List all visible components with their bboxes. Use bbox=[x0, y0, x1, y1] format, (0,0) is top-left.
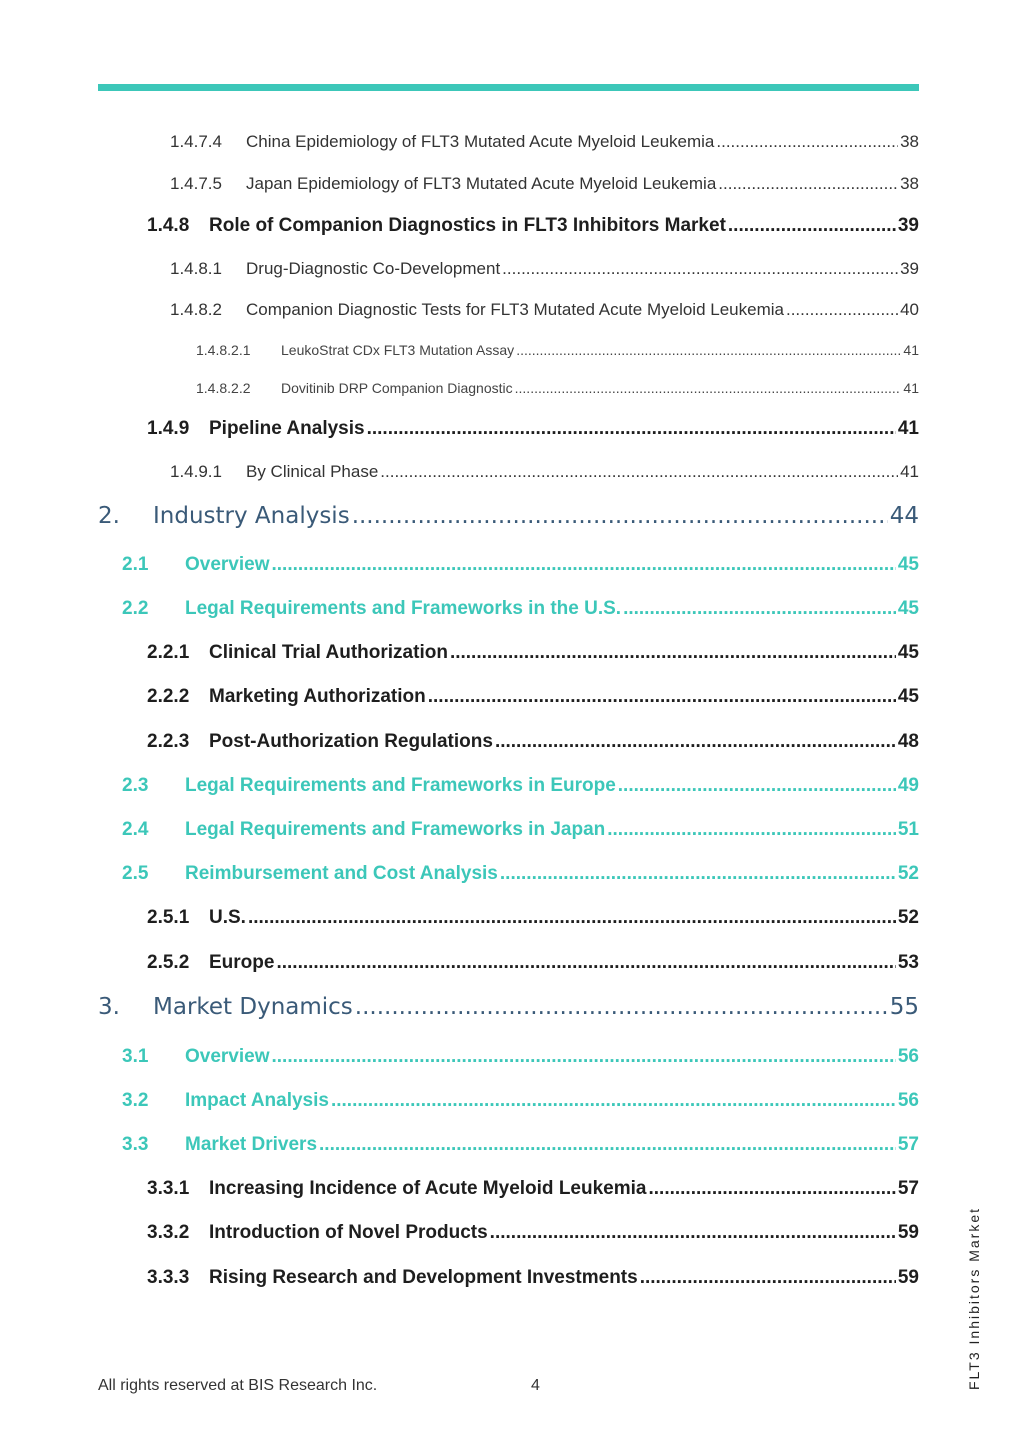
toc-title: Overview bbox=[185, 554, 270, 575]
toc-leader bbox=[728, 215, 896, 237]
toc-page: 59 bbox=[897, 1267, 919, 1288]
toc-entry[interactable] bbox=[147, 215, 919, 237]
toc-leader bbox=[450, 642, 896, 664]
toc-number: 1.4.8 bbox=[147, 215, 190, 236]
toc-entry[interactable] bbox=[147, 1222, 919, 1244]
toc-entry[interactable] bbox=[170, 300, 919, 320]
toc-number: 3.2 bbox=[122, 1090, 149, 1111]
toc-page: 44 bbox=[889, 503, 919, 529]
toc-page: 41 bbox=[903, 380, 919, 396]
toc-title: Legal Requirements and Frameworks in Japan bbox=[185, 819, 606, 840]
toc-number: 2.5.2 bbox=[147, 952, 190, 973]
toc-page: 45 bbox=[897, 554, 919, 575]
toc-entry[interactable] bbox=[147, 907, 919, 929]
toc-chapter[interactable] bbox=[98, 503, 919, 529]
toc-page: 45 bbox=[897, 642, 919, 663]
toc-entry[interactable] bbox=[122, 598, 919, 620]
toc-leader bbox=[500, 863, 896, 885]
toc-title: Companion Diagnostic Tests for FLT3 Mutated Acute Myeloid Leukemia bbox=[246, 300, 784, 319]
toc-entry[interactable] bbox=[147, 686, 919, 708]
toc-title: U.S. bbox=[209, 907, 246, 928]
footer-copyright: All rights reserved at BIS Research Inc. bbox=[98, 1377, 378, 1394]
toc-number: 2.3 bbox=[122, 775, 149, 796]
toc-number: 2.2.3 bbox=[147, 731, 190, 752]
toc-leader bbox=[515, 380, 902, 396]
toc-leader bbox=[490, 1222, 896, 1244]
toc-number: 1.4.7.5 bbox=[170, 174, 222, 193]
toc-number: 3.3.1 bbox=[147, 1178, 190, 1199]
toc-leader bbox=[640, 1267, 896, 1289]
toc-page: 57 bbox=[897, 1134, 919, 1155]
toc-entry[interactable] bbox=[147, 1178, 919, 1200]
toc-entry[interactable] bbox=[196, 380, 919, 396]
toc-number: 2. bbox=[98, 503, 120, 529]
toc-leader bbox=[248, 907, 896, 929]
toc-leader bbox=[319, 1134, 896, 1156]
toc-page: 56 bbox=[897, 1090, 919, 1111]
toc-entry[interactable] bbox=[147, 418, 919, 440]
toc-entry[interactable] bbox=[196, 342, 919, 358]
toc-leader bbox=[272, 554, 896, 576]
toc-leader bbox=[618, 775, 896, 797]
toc-entry[interactable] bbox=[122, 1090, 919, 1112]
toc-page: 40 bbox=[900, 300, 919, 319]
toc-page: 48 bbox=[897, 731, 919, 752]
toc-title: Reimbursement and Cost Analysis bbox=[185, 863, 498, 884]
toc-title: Europe bbox=[209, 952, 275, 973]
toc-entry[interactable] bbox=[122, 819, 919, 841]
toc-entry[interactable] bbox=[122, 1046, 919, 1068]
toc-title: Clinical Trial Authorization bbox=[209, 642, 448, 663]
side-report-title: FLT3 Inhibitors Market bbox=[966, 1206, 982, 1390]
toc-number: 1.4.9.1 bbox=[170, 462, 222, 481]
toc-entry[interactable] bbox=[147, 1267, 919, 1289]
toc-number: 2.2.2 bbox=[147, 686, 190, 707]
page-number: 4 bbox=[531, 1377, 540, 1394]
toc-title: Japan Epidemiology of FLT3 Mutated Acute Myeloid Leukemia bbox=[246, 174, 717, 193]
toc-title: Market Drivers bbox=[185, 1134, 318, 1155]
toc-page: 52 bbox=[897, 907, 919, 928]
toc-title: Rising Research and Development Investments bbox=[209, 1267, 638, 1288]
toc-page: 41 bbox=[900, 462, 919, 481]
toc-page: 38 bbox=[900, 132, 919, 151]
toc-title: Introduction of Novel Products bbox=[209, 1222, 488, 1243]
toc-title: Marketing Authorization bbox=[209, 686, 426, 707]
toc-leader bbox=[355, 994, 888, 1020]
toc-title: Legal Requirements and Frameworks in Europe bbox=[185, 775, 616, 796]
toc-title: Industry Analysis bbox=[153, 503, 350, 529]
toc-title: Role of Companion Diagnostics in FLT3 Inhibitors Market bbox=[209, 215, 726, 236]
toc-page: 49 bbox=[897, 775, 919, 796]
toc-number: 2.5.1 bbox=[147, 907, 190, 928]
toc-title: Market Dynamics bbox=[153, 994, 353, 1020]
toc-entry[interactable] bbox=[170, 259, 919, 279]
toc-title: Legal Requirements and Frameworks in the U.S. bbox=[185, 598, 622, 619]
toc-entry[interactable] bbox=[122, 775, 919, 797]
toc-page: 55 bbox=[889, 994, 919, 1020]
toc-number: 2.4 bbox=[122, 819, 149, 840]
toc-leader bbox=[352, 503, 888, 529]
toc-page: 39 bbox=[897, 215, 919, 236]
toc-title: Increasing Incidence of Acute Myeloid Leukemia bbox=[209, 1178, 647, 1199]
toc-entry[interactable] bbox=[122, 1134, 919, 1156]
toc-number: 2.5 bbox=[122, 863, 149, 884]
toc-entry[interactable] bbox=[122, 863, 919, 885]
toc-chapter[interactable] bbox=[98, 994, 919, 1020]
toc-number: 2.1 bbox=[122, 554, 149, 575]
toc-page: 57 bbox=[897, 1178, 919, 1199]
toc-leader bbox=[331, 1090, 896, 1112]
toc-page: 45 bbox=[897, 686, 919, 707]
toc-page: 38 bbox=[900, 174, 919, 193]
toc-number: 3. bbox=[98, 994, 120, 1020]
toc-page: 56 bbox=[897, 1046, 919, 1067]
toc-number: 3.3.2 bbox=[147, 1222, 190, 1243]
toc-leader bbox=[380, 462, 898, 482]
toc-page: 45 bbox=[897, 598, 919, 619]
toc-title: Pipeline Analysis bbox=[209, 418, 365, 439]
toc-page: 41 bbox=[903, 342, 919, 358]
toc-page: 41 bbox=[897, 418, 919, 439]
toc-title: Post-Authorization Regulations bbox=[209, 731, 493, 752]
toc-page: 52 bbox=[897, 863, 919, 884]
toc-leader bbox=[276, 952, 895, 974]
toc-leader bbox=[716, 132, 898, 152]
toc-number: 2.2.1 bbox=[147, 642, 190, 663]
toc-title: Overview bbox=[185, 1046, 270, 1067]
toc-number: 1.4.8.2.2 bbox=[196, 380, 251, 396]
toc-number: 1.4.8.2 bbox=[170, 300, 222, 319]
toc-number: 1.4.9 bbox=[147, 418, 190, 439]
toc-title: Drug-Diagnostic Co-Development bbox=[246, 259, 501, 278]
toc-leader bbox=[502, 259, 898, 279]
toc-entry[interactable] bbox=[170, 462, 919, 482]
toc-leader bbox=[495, 731, 896, 753]
toc-title: China Epidemiology of FLT3 Mutated Acute Myeloid Leukemia bbox=[246, 132, 715, 151]
toc-entry[interactable] bbox=[170, 174, 919, 194]
toc-number: 3.3 bbox=[122, 1134, 149, 1155]
toc-leader bbox=[648, 1178, 895, 1200]
toc-title: Dovitinib DRP Companion Diagnostic bbox=[281, 380, 513, 396]
toc-page: 59 bbox=[897, 1222, 919, 1243]
toc-number: 1.4.8.1 bbox=[170, 259, 222, 278]
toc-page: 51 bbox=[897, 819, 919, 840]
toc-title: By Clinical Phase bbox=[246, 462, 379, 481]
toc-leader bbox=[623, 598, 896, 620]
toc-number: 3.1 bbox=[122, 1046, 149, 1067]
toc-entry[interactable] bbox=[170, 132, 919, 152]
toc-leader bbox=[367, 418, 896, 440]
toc-leader bbox=[428, 686, 896, 708]
toc-page: 39 bbox=[900, 259, 919, 278]
toc-entry[interactable] bbox=[147, 952, 919, 974]
toc-page: 53 bbox=[897, 952, 919, 973]
toc-number: 3.3.3 bbox=[147, 1267, 190, 1288]
toc-entry[interactable] bbox=[147, 731, 919, 753]
toc-number: 1.4.7.4 bbox=[170, 132, 222, 151]
header-accent-bar bbox=[98, 84, 919, 91]
toc-entry[interactable] bbox=[122, 554, 919, 576]
toc-number: 1.4.8.2.1 bbox=[196, 342, 251, 358]
toc-number: 2.2 bbox=[122, 598, 149, 619]
toc-leader bbox=[607, 819, 896, 841]
toc-leader bbox=[718, 174, 898, 194]
toc-leader bbox=[272, 1046, 896, 1068]
toc-title: LeukoStrat CDx FLT3 Mutation Assay bbox=[281, 342, 515, 358]
toc-entry[interactable] bbox=[147, 642, 919, 664]
toc-leader bbox=[786, 300, 898, 320]
toc-leader bbox=[516, 342, 901, 358]
toc-title: Impact Analysis bbox=[185, 1090, 329, 1111]
